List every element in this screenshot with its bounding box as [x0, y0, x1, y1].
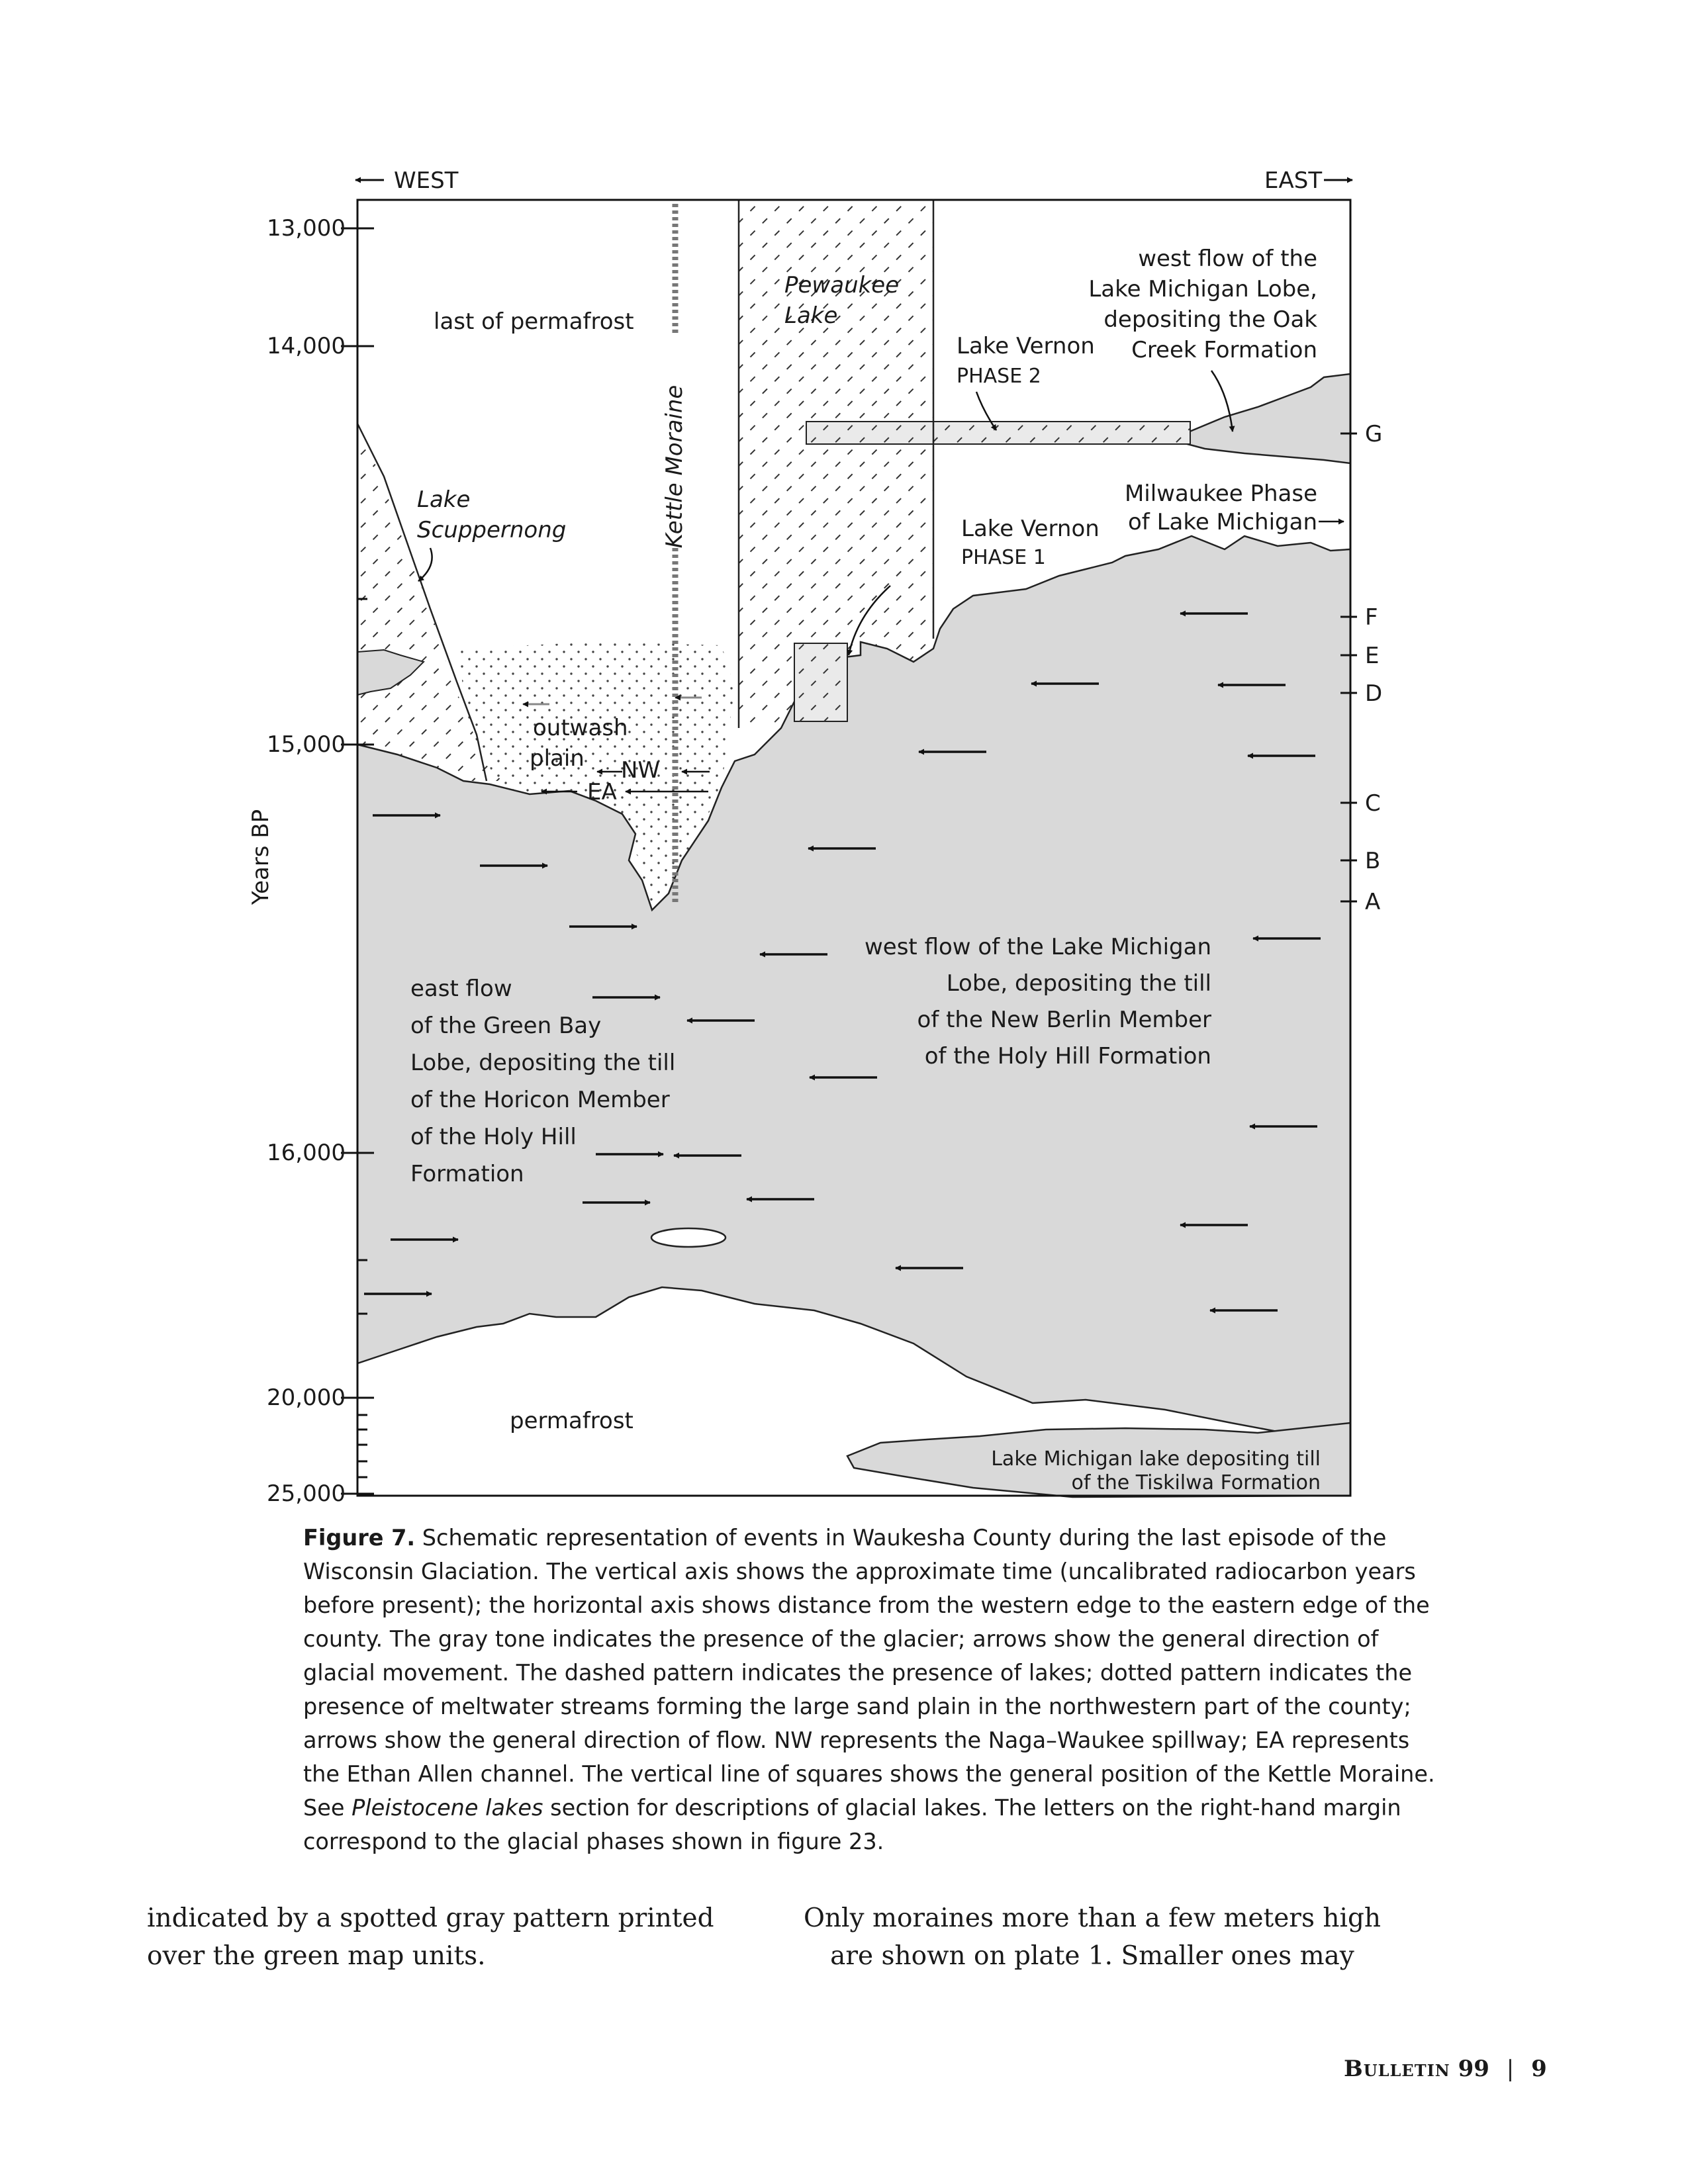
lake-vernon-phase2-pattern — [806, 422, 1190, 444]
label-tiskilwa-2: of the Tiskilwa Formation — [1071, 1471, 1321, 1494]
caption-label: Figure 7. — [303, 1525, 416, 1551]
caption-italic: Pleistocene lakes — [352, 1795, 543, 1821]
y-tick-25000: 25,000 — [267, 1480, 346, 1507]
oak-creek-lobe — [1185, 374, 1350, 463]
label-vernon1-1: Lake Vernon — [961, 516, 1100, 542]
label-oak-creek-3: depositing the Oak — [1103, 306, 1317, 333]
y-tick-14000: 14,000 — [267, 333, 346, 359]
label-permafrost: permafrost — [510, 1408, 633, 1434]
footer-page: 9 — [1531, 2056, 1547, 2082]
label-milwaukee-1: Milwaukee Phase — [1124, 480, 1317, 507]
page-footer — [1344, 2056, 1547, 2082]
label-new-berlin-4: of the Holy Hill Formation — [924, 1043, 1211, 1069]
east-label: EAST — [1264, 167, 1323, 194]
caption-text-a: Schematic representation of events in Waukesha County during the last episode of the Wisconsin Glaciation. The vertical axis shows the approximate time (uncalibrated radiocarbon years before present); the horizontal axis shows distance from the western edge to the eastern edge of the county. The gray tone indicates the presence of the glacier; arrows show the general direction of glacial movement. The dashed pattern indicates the presence of lakes; dotted pattern indicates the presence of meltwater streams forming the large sand plain in the northwestern part of the county; arrows show the general direction of flow. NW represents the Naga–Waukee spillway; EA represents the Ethan Allen channel. The vertical line of squares shows the general position of the Kettle Moraine. See — [303, 1525, 1435, 1821]
phase-b: B — [1365, 848, 1381, 874]
footer-number: 99 — [1458, 2056, 1489, 2082]
label-pewaukee-2: Lake — [784, 302, 838, 329]
label-outwash-2: plain — [530, 745, 585, 772]
label-green-bay-3: Lobe, depositing the till — [410, 1050, 676, 1076]
figure-caption — [303, 1521, 1438, 1858]
label-green-bay-2: of the Green Bay — [410, 1013, 602, 1039]
footer-bulletin: Bulletin — [1344, 2056, 1450, 2082]
caption-text-b: section for descriptions of glacial lakes. The letters on the right-hand margin correspond to the glacial phases shown in figure 23. — [303, 1795, 1401, 1854]
label-green-bay-6: Formation — [410, 1161, 524, 1187]
island-lake — [651, 1228, 726, 1247]
y-tick-16000: 16,000 — [267, 1140, 346, 1166]
label-pewaukee-1: Pewaukee — [784, 272, 900, 298]
label-tiskilwa-1: Lake Michigan lake depositing till — [991, 1447, 1321, 1471]
label-milwaukee-2: of Lake Michigan — [1128, 509, 1317, 535]
label-oak-creek-1: west flow of the — [1138, 246, 1317, 272]
scuppernong-pointer — [418, 548, 432, 581]
body-text-right: Only moraines more than a few meters high are shown on plate 1. Smaller ones may — [803, 1903, 1382, 1971]
body-text-left: indicated by a spotted gray pattern printed over the green map units. — [147, 1903, 714, 1971]
phase-g: G — [1365, 421, 1383, 447]
label-ea: EA — [587, 779, 617, 805]
west-label: WEST — [394, 167, 459, 194]
label-new-berlin-1: west flow of the Lake Michigan — [864, 934, 1211, 960]
label-green-bay-5: of the Holy Hill — [410, 1124, 577, 1150]
label-nw: NW — [621, 757, 661, 784]
label-oak-creek-2: Lake Michigan Lobe, — [1088, 276, 1317, 302]
label-outwash-1: outwash — [533, 715, 628, 741]
label-scuppernong-2: Scuppernong — [417, 517, 567, 543]
label-new-berlin-2: Lobe, depositing the till — [946, 970, 1211, 997]
label-green-bay-4: of the Horicon Member — [410, 1087, 670, 1113]
label-vernon1-2: PHASE 1 — [961, 546, 1046, 569]
phase-c: C — [1365, 790, 1381, 817]
label-oak-creek-4: Creek Formation — [1131, 337, 1317, 363]
phase-d: D — [1365, 680, 1383, 707]
phase-f: F — [1365, 604, 1378, 631]
y-tick-20000: 20,000 — [267, 1385, 346, 1411]
lake-vernon-phase1-pattern — [794, 643, 847, 721]
y-axis-title: Years BP — [248, 809, 274, 905]
label-green-bay-1: east flow — [410, 976, 512, 1002]
label-scuppernong-1: Lake — [417, 486, 471, 513]
label-vernon2-2: PHASE 2 — [957, 365, 1041, 388]
y-tick-15000: 15,000 — [267, 731, 346, 758]
phase-e: E — [1365, 643, 1380, 669]
label-last-permafrost: last of permafrost — [434, 308, 634, 335]
label-new-berlin-3: of the New Berlin Member — [917, 1007, 1211, 1033]
phase-a: A — [1365, 889, 1381, 915]
footer-separator: | — [1506, 2056, 1515, 2082]
y-tick-13000: 13,000 — [267, 215, 346, 242]
label-vernon2-1: Lake Vernon — [957, 333, 1095, 359]
label-kettle-moraine: Kettle Moraine — [661, 385, 688, 549]
